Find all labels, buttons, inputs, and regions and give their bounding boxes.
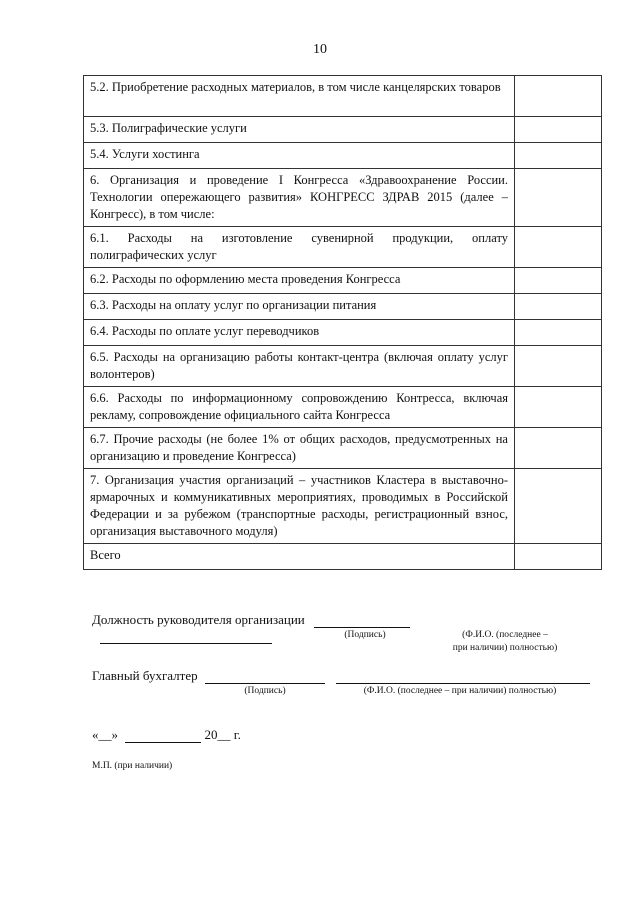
accountant-name-caption: (Ф.И.О. (последнее – при наличии) полностью) (363, 686, 557, 696)
table-row (84, 428, 602, 469)
row-amount-cell[interactable] (515, 76, 602, 117)
row-amount-cell[interactable] (515, 387, 602, 428)
table-row (84, 169, 602, 227)
head-signature-field[interactable] (314, 627, 410, 628)
row-description: 6.2. Расходы по оформлению места проведения Конгресса (84, 268, 515, 294)
accountant-signature-field[interactable] (205, 683, 325, 684)
table-row (84, 294, 602, 320)
date-month-field[interactable] (125, 742, 201, 743)
head-name-field[interactable] (100, 643, 272, 644)
date-day: «__» (92, 727, 118, 742)
row-amount-cell[interactable] (515, 346, 602, 387)
accountant-signature-caption: (Подпись) (244, 686, 286, 696)
table-row (84, 387, 602, 428)
row-description: 7. Организация участия организаций – участников Кластера в выставочно-ярмарочных и коммуникативных мероприятиях, проводимых в Российской Федерации и за рубежом (транспортные расходы, регистрационный взнос, организация выставочного модуля) (84, 469, 515, 544)
row-description: 6.4. Расходы по оплате услуг переводчиков (84, 320, 515, 346)
accountant-name-field[interactable] (336, 683, 590, 684)
row-amount-cell[interactable] (515, 143, 602, 169)
row-amount-cell[interactable] (515, 544, 602, 570)
table-row (84, 346, 602, 387)
row-amount-cell[interactable] (515, 169, 602, 227)
row-amount-cell[interactable] (515, 294, 602, 320)
row-amount-cell[interactable] (515, 268, 602, 294)
accountant-label: Главный бухгалтер (92, 668, 198, 683)
table-row (84, 76, 602, 117)
row-description: 6.7. Прочие расходы (не более 1% от общих расходов, предусмотренных на организацию и проведение Конгресса) (84, 428, 515, 469)
row-amount-cell[interactable] (515, 428, 602, 469)
row-description: 5.4. Услуги хостинга (84, 143, 515, 169)
table-row (84, 544, 602, 570)
head-name-caption-2: при наличии) полностью) (452, 643, 558, 653)
row-description: 5.2. Приобретение расходных материалов, в том числе канцелярских товаров (84, 76, 515, 117)
row-description: 6. Организация и проведение I Конгресса «Здравоохранение России. Технологии опережающего развития» КОНГРЕСС ЗДРАВ 2015 (далее – Конгресс), в том числе: (84, 169, 515, 227)
row-amount-cell[interactable] (515, 227, 602, 268)
row-description: Всего (84, 544, 515, 570)
table-row (84, 117, 602, 143)
table-row (84, 143, 602, 169)
stamp-label: М.П. (при наличии) (92, 761, 173, 771)
table-row (84, 227, 602, 268)
head-position-label: Должность руководителя организации (92, 612, 305, 627)
date-year: 20__ г. (204, 727, 241, 742)
row-description: 6.5. Расходы на организацию работы контакт-центра (включая оплату услуг волонтеров) (84, 346, 515, 387)
row-description: 5.3. Полиграфические услуги (84, 117, 515, 143)
expense-table (83, 75, 602, 570)
date-line (92, 727, 241, 743)
table-row (84, 268, 602, 294)
row-amount-cell[interactable] (515, 320, 602, 346)
head-signature-caption: (Подпись) (344, 630, 386, 640)
page-number: 10 (313, 42, 327, 57)
table-row (84, 320, 602, 346)
accountant-signature-line (92, 668, 592, 684)
row-description: 6.6. Расходы по информационному сопровождению Контресса, включая рекламу, сопровождение официального сайта Конгресса (84, 387, 515, 428)
table-row (84, 469, 602, 544)
row-description: 6.1. Расходы на изготовление сувенирной продукции, оплату полиграфических услуг (84, 227, 515, 268)
row-amount-cell[interactable] (515, 117, 602, 143)
row-description: 6.3. Расходы на оплату услуг по организации питания (84, 294, 515, 320)
row-amount-cell[interactable] (515, 469, 602, 544)
head-name-caption-1: (Ф.И.О. (последнее – (462, 630, 548, 640)
